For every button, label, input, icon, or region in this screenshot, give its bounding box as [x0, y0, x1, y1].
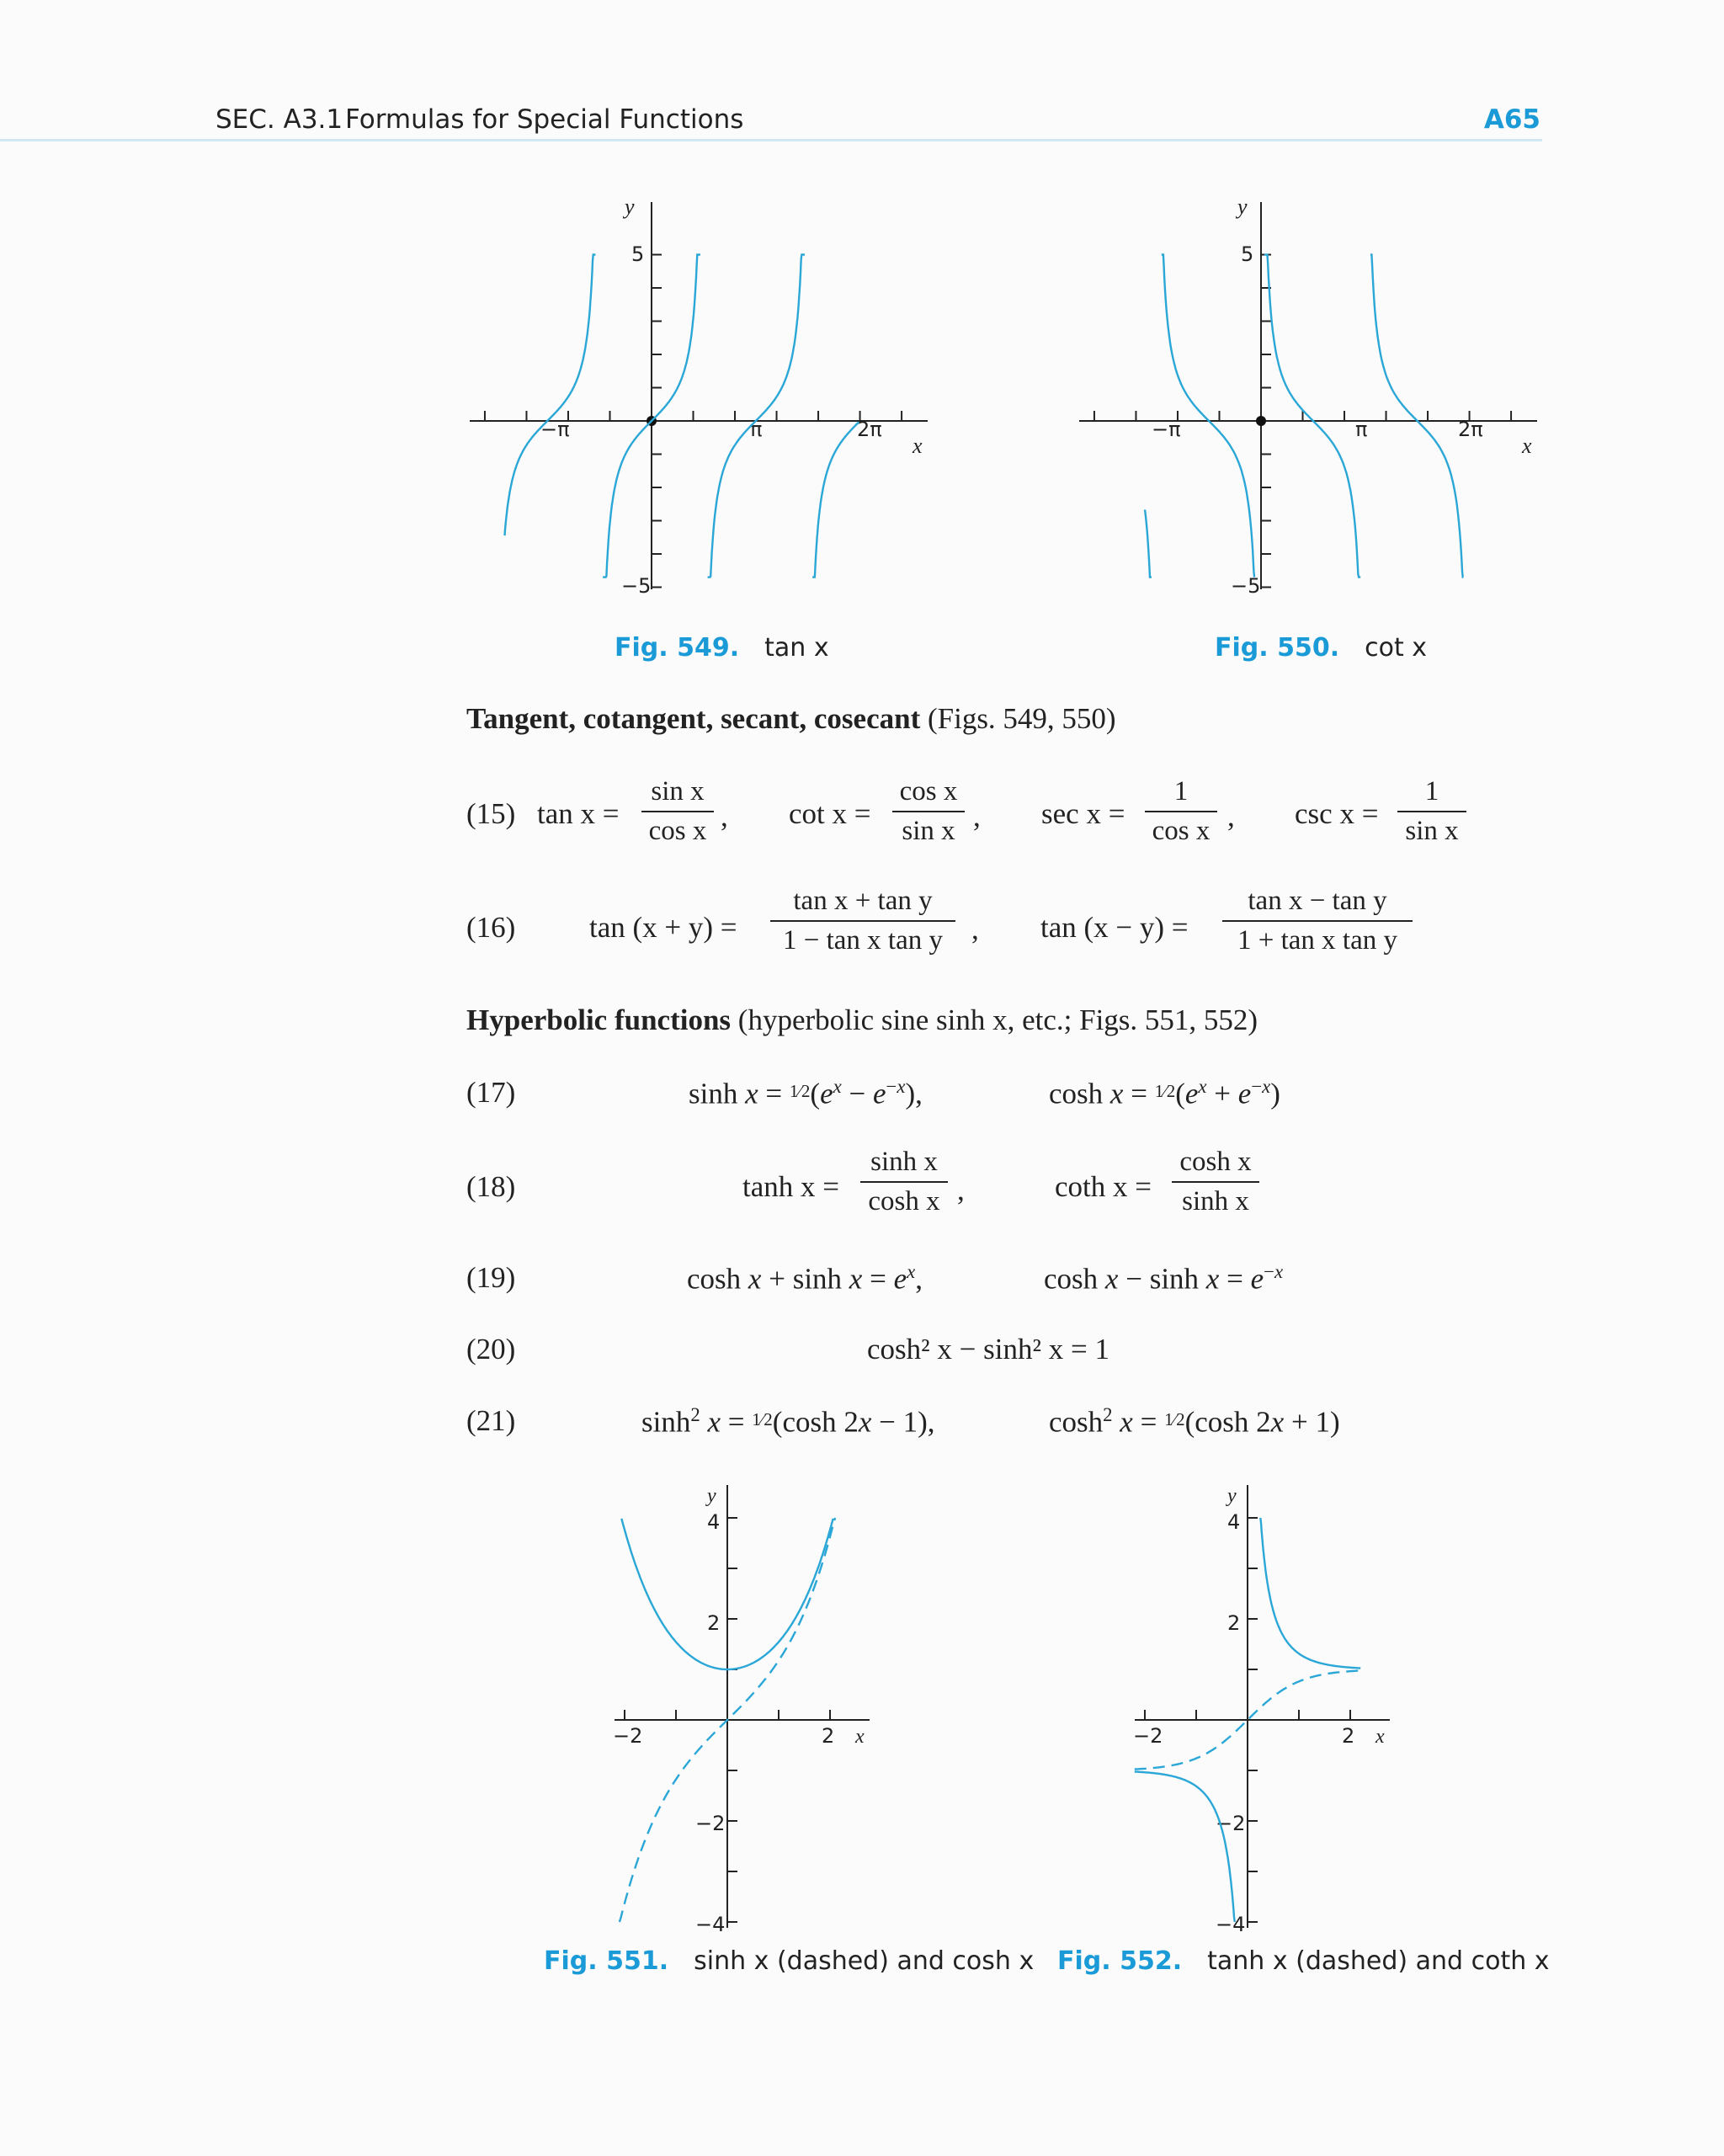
denominator: 1 + tan x tan y — [1237, 925, 1397, 956]
origin-dot — [1256, 416, 1266, 426]
eq21-cosh: $\cosh^2 x$ = 1⁄2(cosh 2x + 1) — [1049, 1404, 1340, 1439]
denominator: sinh x — [1182, 1186, 1249, 1216]
eq-number: (18) — [466, 1170, 516, 1203]
x-axis-label: x — [913, 434, 923, 458]
x-tick-label: 2 — [1342, 1724, 1355, 1748]
x-tick-label: 2π — [857, 418, 882, 441]
y-tick-label: 4 — [707, 1510, 721, 1534]
eq-number: (15) — [466, 797, 516, 830]
numerator: tan x + tan y — [770, 886, 955, 922]
x-tick-label: π — [750, 418, 763, 441]
denominator: cos x — [1152, 816, 1211, 846]
comma: , — [957, 1174, 965, 1206]
eq19-left: $\cosh x + \sinh x = e^x$, — [687, 1261, 923, 1296]
eq15-csc-fraction — [1397, 776, 1466, 847]
heading-bold: Hyperbolic functions — [466, 1003, 732, 1036]
fig-label: Fig. 549. — [615, 633, 740, 663]
eq15-cot-fraction — [892, 776, 965, 847]
x-tick-label: π — [1355, 418, 1368, 441]
heading-bold: Tangent, cotangent, secant, cosecant — [466, 702, 921, 735]
axes — [470, 202, 928, 589]
section-heading-hyperbolic — [466, 1003, 1258, 1037]
comma: , — [971, 913, 979, 945]
fig-550-caption — [1215, 633, 1427, 663]
comma: , — [721, 800, 728, 833]
eq18-tanh-fraction — [860, 1147, 948, 1217]
y-axis-label: y — [707, 1485, 716, 1507]
numerator: cosh x — [1172, 1147, 1259, 1183]
numerator: sin x — [641, 776, 714, 812]
fig-caption-text: cot x — [1365, 633, 1428, 663]
denominator: 1 − tan x tan y — [783, 925, 943, 956]
eq-number: (20) — [466, 1333, 516, 1365]
eq20: cosh² x − sinh² x = 1 — [867, 1333, 1109, 1365]
coth-curve — [1135, 1772, 1235, 1923]
x-tick-label: −2 — [1133, 1724, 1163, 1748]
y-tick-label: 5 — [1241, 242, 1254, 266]
axes — [615, 1485, 870, 1928]
tan-curve — [505, 255, 596, 536]
fig-551-sinh-cosh-plot — [589, 1473, 892, 1945]
eq15-tan-lhs: tan x = — [537, 797, 620, 830]
denominator: sin x — [902, 816, 955, 846]
x-tick-label: 2π — [1458, 418, 1483, 441]
eq21-sinh: $\sinh^2 x$ = 1⁄2(cosh 2x − 1), — [641, 1404, 935, 1439]
eq15-csc-lhs: csc x = — [1295, 797, 1379, 830]
fig-550-cot-plot — [1064, 194, 1552, 598]
eq-number: (21) — [466, 1404, 516, 1437]
eq16-lhs2: tan (x − y) = — [1040, 911, 1189, 944]
comma: , — [973, 800, 981, 833]
x-tick-label: −2 — [613, 1724, 643, 1748]
section-heading-trig — [466, 702, 1116, 736]
eq15-cot-lhs: cot x = — [789, 797, 871, 830]
eq-number: (17) — [466, 1076, 516, 1109]
cot-curve — [1370, 255, 1463, 578]
eq15-sec-lhs: sec x = — [1041, 797, 1125, 830]
fig-label: Fig. 551. — [544, 1946, 669, 1976]
numerator: 1 — [1145, 776, 1217, 812]
x-axis-label: x — [1522, 434, 1532, 458]
axes — [1135, 1485, 1390, 1928]
fig-549-tan-plot — [455, 194, 943, 598]
x-axis-label: x — [855, 1726, 865, 1748]
fig-549-caption — [615, 633, 829, 663]
y-tick-label: 5 — [631, 242, 645, 266]
y-axis-label: y — [625, 194, 635, 219]
header-rule — [0, 139, 1542, 141]
y-tick-label: 4 — [1227, 1510, 1241, 1534]
numerator: tan x − tan y — [1222, 886, 1413, 922]
eq17-sinh: $\sinh x = 1⁄2(e^x - e^{-x})$, — [689, 1076, 923, 1110]
cot-curve — [1264, 255, 1360, 578]
cot-curve — [1145, 509, 1152, 577]
denominator: sin x — [1405, 816, 1459, 846]
section-title: Formulas for Special Functions — [345, 104, 744, 135]
heading-rest: (hyperbolic sine sinh x, etc.; Figs. 551, 552) — [731, 1003, 1258, 1036]
fig-552-caption — [1057, 1946, 1550, 1976]
page-number: A65 — [1483, 104, 1540, 135]
eq18-coth-fraction — [1172, 1147, 1259, 1217]
comma: , — [1227, 800, 1235, 833]
eq18-coth-lhs: coth x = — [1055, 1170, 1152, 1203]
section-number: SEC. A3.1 — [216, 104, 343, 135]
denominator: cos x — [648, 816, 707, 846]
fig-label: Fig. 552. — [1057, 1946, 1183, 1976]
eq19-right: $\cosh x - \sinh x = e^{-x}$ — [1044, 1261, 1284, 1296]
y-axis-label: y — [1237, 194, 1248, 219]
y-tick-label: −5 — [1231, 574, 1261, 598]
eq18-tanh-lhs: tanh x = — [742, 1170, 839, 1203]
x-tick-label: −π — [540, 418, 570, 441]
coth-curve — [1260, 1518, 1360, 1669]
eq17-cosh: $\cosh x = 1⁄2(e^x + e^{-x})$ — [1049, 1076, 1280, 1110]
x-tick-label: 2 — [822, 1724, 835, 1748]
y-tick-label: −4 — [695, 1913, 726, 1936]
tan-curve — [708, 255, 805, 578]
fig-551-caption — [544, 1946, 1034, 1976]
eq16-fraction1 — [770, 886, 955, 956]
y-tick-label: −5 — [621, 574, 652, 598]
y-tick-label: 2 — [707, 1611, 721, 1635]
numerator: sinh x — [860, 1147, 948, 1183]
eq-number: (19) — [466, 1261, 516, 1294]
eq15-tan-fraction — [641, 776, 714, 847]
fig-caption-text: tanh x (dashed) and coth x — [1207, 1946, 1550, 1976]
numerator: cos x — [892, 776, 965, 812]
fig-label: Fig. 550. — [1215, 633, 1340, 663]
y-tick-label: −2 — [695, 1812, 726, 1835]
y-tick-label: −4 — [1216, 1913, 1246, 1936]
eq16-fraction2 — [1222, 886, 1413, 956]
y-tick-label: 2 — [1227, 1611, 1241, 1635]
numerator: 1 — [1397, 776, 1466, 812]
x-tick-label: −π — [1152, 418, 1181, 441]
eq15-sec-fraction — [1145, 776, 1217, 847]
eq16-lhs1: tan (x + y) = — [589, 911, 737, 944]
heading-rest: (Figs. 549, 550) — [920, 702, 1116, 735]
cot-curve — [1162, 255, 1254, 578]
denominator: cosh x — [868, 1186, 940, 1216]
eq-number: (16) — [466, 911, 516, 944]
y-tick-label: −2 — [1216, 1812, 1246, 1835]
y-axis-label: y — [1227, 1485, 1237, 1507]
fig-caption-text: sinh x (dashed) and cosh x — [694, 1946, 1035, 1976]
fig-caption-text: tan x — [764, 633, 829, 663]
tan-curve — [812, 422, 859, 577]
x-axis-label: x — [1375, 1726, 1385, 1748]
fig-552-tanh-coth-plot — [1109, 1473, 1413, 1945]
